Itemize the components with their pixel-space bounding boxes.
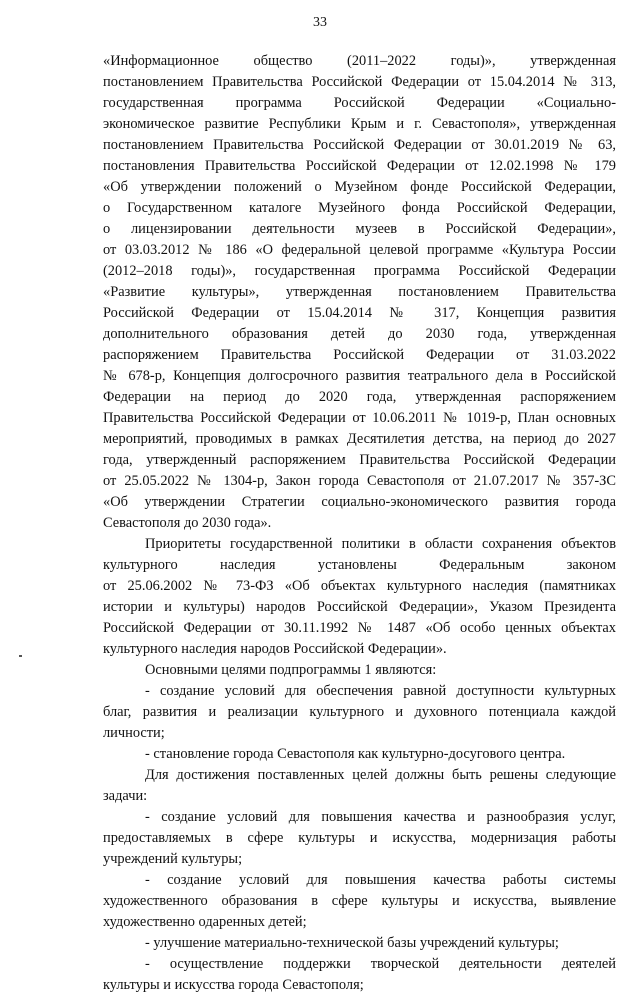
text-line: - создание условий для повышения качества и разнообразия услуг, [145, 809, 616, 825]
text-line: Севастополя до 2030 года». [103, 515, 272, 531]
document-body [103, 51, 616, 996]
text-line: от 25.05.2022 № 1304-р, Закон города Севастополя от 21.07.2017 № 357-ЗС [103, 473, 616, 489]
text-line: задачи: [103, 788, 148, 804]
text-line: года, утвержденный распоряжением Правительства Российской Федерации [103, 452, 616, 468]
scan-artifact [19, 655, 22, 657]
text-line: Правительства Российской Федерации от 10.06.2011 № 1019-р, План основных [103, 410, 616, 426]
text-line: культурного наследия народов Российской Федерации». [103, 641, 447, 657]
text-line: - создание условий для обеспечения равной доступности культурных [145, 683, 616, 699]
text-line: постановлением Правительства Российской Федерации от 30.01.2019 № 63, [103, 137, 616, 153]
text-line: - осуществление поддержки творческой деятельности деятелей [145, 956, 616, 972]
text-line: благ, развития и реализации культурного и духовного потенциала каждой [103, 704, 616, 720]
text-line: Российской Федерации от 30.11.1992 № 1487 «Об особо ценных объектах [103, 620, 616, 636]
text-line: Основными целями подпрограммы 1 являются: [145, 662, 437, 678]
text-line: предоставляемых в сфере культуры и искусства, модернизация работы [103, 830, 616, 846]
text-line: Для достижения поставленных целей должны быть решены следующие [145, 767, 616, 783]
text-line: «Информационное общество (2011–2022 годы)», утвержденная [103, 53, 616, 69]
text-line: художественного образования в сфере культуры и искусства, выявление [103, 893, 616, 909]
text-line: - создание условий для повышения качества работы системы [145, 872, 616, 888]
text-line: «Развитие культуры», утвержденная постановлением Правительства [103, 284, 616, 300]
text-line: № 678-р, Концепция долгосрочного развития театрального дела в Российской [103, 368, 616, 384]
text-line: постановлением Правительства Российской Федерации от 15.04.2014 № 313, [103, 74, 616, 90]
text-line: о Государственном каталоге Музейного фонда Российской Федерации, [103, 200, 616, 216]
text-line: постановления Правительства Российской Федерации от 12.02.1998 № 179 [103, 158, 616, 174]
text-line: экономическое развитие Республики Крым и г. Севастополя», утвержденная [103, 116, 616, 132]
text-line: о лицензировании деятельности музеев в Российской Федерации», [103, 221, 616, 237]
text-line: личности; [103, 725, 165, 741]
text-line: культурного наследия установлены Федеральным законом [103, 557, 616, 573]
text-line: истории и культуры) народов Российской Федерации», Указом Президента [103, 599, 616, 615]
text-line: государственная программа Российской Федерации «Социально- [103, 95, 616, 111]
text-line: дополнительного образования детей до 2030 года, утвержденная [103, 326, 616, 342]
text-line: Приоритеты государственной политики в области сохранения объектов [145, 536, 616, 552]
page-number: 33 [313, 15, 327, 30]
text-line: - улучшение материально-технической базы учреждений культуры; [145, 935, 559, 951]
text-line: «Об утверждении Стратегии социально-экономического развития города [103, 494, 616, 510]
text-line: мероприятий, проводимых в рамках Десятилетия детства, на период до 2027 [103, 431, 616, 447]
text-line: (2012–2018 годы)», государственная программа Российской Федерации [103, 263, 616, 279]
text-line: культуры и искусства города Севастополя; [103, 977, 364, 993]
text-line: Российской Федерации от 15.04.2014 № 317, Концепция развития [103, 305, 616, 321]
text-line: «Об утверждении положений о Музейном фонде Российской Федерации, [103, 179, 616, 195]
text-line: - становление города Севастополя как культурно-досугового центра. [145, 746, 566, 762]
text-line: от 03.03.2012 № 186 «О федеральной целевой программе «Культура России [103, 242, 616, 258]
text-line: распоряжением Правительства Российской Федерации от 31.03.2022 [103, 347, 616, 363]
text-line: учреждений культуры; [103, 851, 243, 867]
text-line: художественно одаренных детей; [103, 914, 307, 930]
text-line: Федерации на период до 2020 года, утвержденная распоряжением [103, 389, 616, 405]
text-line: от 25.06.2002 № 73-ФЗ «Об объектах культурного наследия (памятниках [103, 578, 616, 594]
